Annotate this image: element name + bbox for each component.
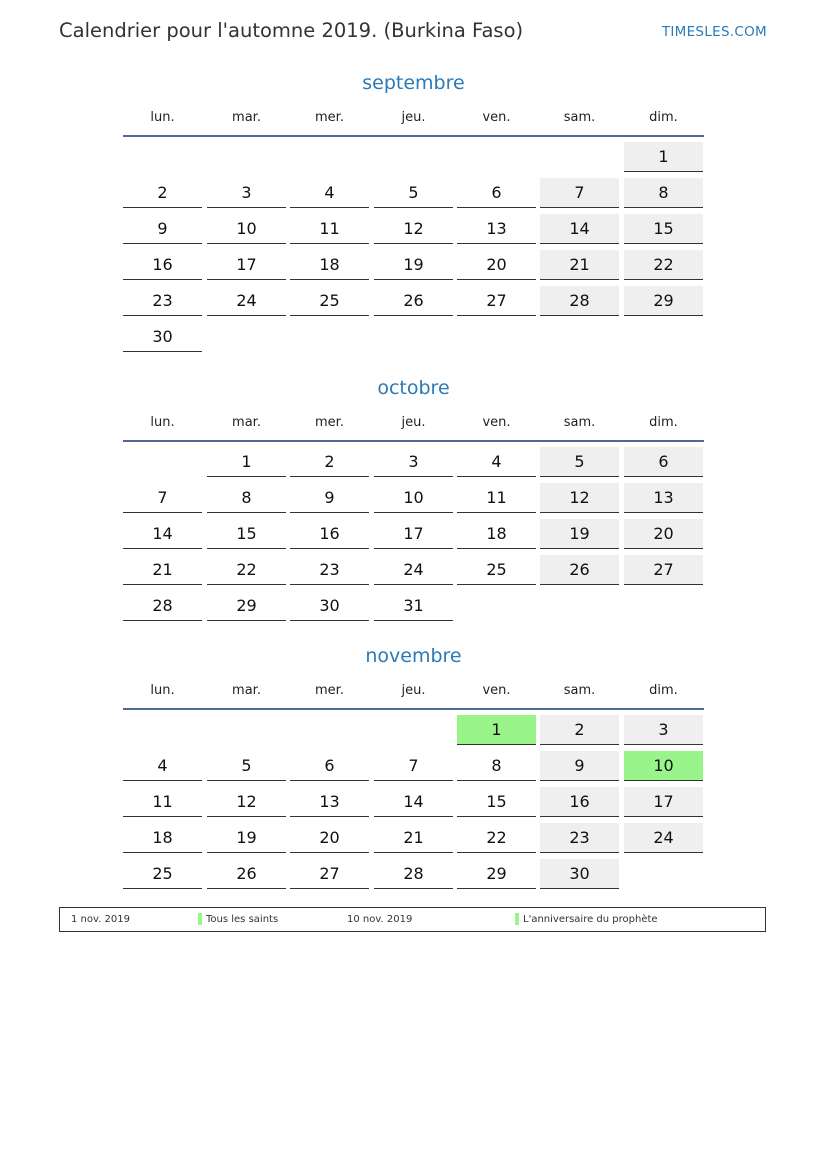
day-cell: 6: [457, 178, 536, 208]
weekday-label: mar.: [232, 683, 261, 698]
day-cell: 23: [123, 286, 202, 316]
day-cell: 21: [540, 250, 619, 280]
day-cell: 22: [624, 250, 703, 280]
weekday-label: ven.: [482, 415, 511, 430]
weekday-label: jeu.: [401, 415, 426, 430]
day-cell: 22: [457, 823, 536, 853]
day-cell: 8: [207, 483, 286, 513]
day-cell: 2: [290, 447, 369, 477]
weekday-label: mer.: [315, 110, 344, 125]
day-cell: 9: [290, 483, 369, 513]
legend-date-1: 1 nov. 2019: [71, 914, 130, 925]
day-cell: 27: [290, 859, 369, 889]
weekday-label: dim.: [649, 110, 678, 125]
day-cell: 20: [624, 519, 703, 549]
day-cell: 17: [374, 519, 453, 549]
day-cell: 14: [374, 787, 453, 817]
weekday-label: lun.: [150, 683, 175, 698]
month-title: octobre: [377, 377, 450, 399]
day-cell: 28: [374, 859, 453, 889]
day-cell: 8: [457, 751, 536, 781]
day-cell: 13: [624, 483, 703, 513]
day-cell: 10: [374, 483, 453, 513]
day-cell: 31: [374, 591, 453, 621]
day-cell: 24: [207, 286, 286, 316]
day-cell: 7: [374, 751, 453, 781]
day-cell: 20: [290, 823, 369, 853]
day-cell: 4: [123, 751, 202, 781]
day-cell: 16: [123, 250, 202, 280]
day-cell: 27: [624, 555, 703, 585]
day-cell: 30: [540, 859, 619, 889]
day-cell: 18: [123, 823, 202, 853]
day-cell: 4: [290, 178, 369, 208]
day-cell: 29: [207, 591, 286, 621]
legend-label-2: L'anniversaire du prophète: [523, 914, 658, 925]
day-cell: 9: [540, 751, 619, 781]
month-title: novembre: [365, 645, 462, 667]
legend-date-2: 10 nov. 2019: [347, 914, 413, 925]
day-cell: 5: [540, 447, 619, 477]
day-cell: 24: [624, 823, 703, 853]
weekday-label: lun.: [150, 415, 175, 430]
day-cell: 25: [457, 555, 536, 585]
day-cell: 3: [624, 715, 703, 745]
day-cell: 2: [540, 715, 619, 745]
legend-label-1: Tous les saints: [206, 914, 279, 925]
day-cell: 30: [290, 591, 369, 621]
weekday-label: mer.: [315, 683, 344, 698]
day-cell: 4: [457, 447, 536, 477]
day-cell: 3: [207, 178, 286, 208]
weekday-label: dim.: [649, 415, 678, 430]
weekday-label: sam.: [563, 415, 596, 430]
day-cell: 19: [374, 250, 453, 280]
brand-link[interactable]: TIMESLES.COM: [661, 24, 767, 40]
day-cell: 29: [457, 859, 536, 889]
day-cell: 15: [457, 787, 536, 817]
day-cell: 15: [624, 214, 703, 244]
day-cell: 26: [540, 555, 619, 585]
weekday-label: lun.: [150, 110, 175, 125]
day-cell: 13: [457, 214, 536, 244]
day-cell: 1: [624, 142, 703, 172]
day-cell: 30: [123, 322, 202, 352]
day-cell: 28: [540, 286, 619, 316]
weekday-label: mar.: [232, 415, 261, 430]
day-cell: 20: [457, 250, 536, 280]
day-cell: 19: [540, 519, 619, 549]
day-cell: 29: [624, 286, 703, 316]
day-cell: 15: [207, 519, 286, 549]
day-cell: 14: [123, 519, 202, 549]
day-cell: 17: [207, 250, 286, 280]
day-cell: 2: [123, 178, 202, 208]
day-cell: 21: [123, 555, 202, 585]
day-cell: 19: [207, 823, 286, 853]
page-title: Calendrier pour l'automne 2019. (Burkina Faso): [59, 19, 524, 42]
day-cell: 13: [290, 787, 369, 817]
day-cell: 23: [540, 823, 619, 853]
day-cell: 14: [540, 214, 619, 244]
day-cell: 23: [290, 555, 369, 585]
day-cell: 16: [540, 787, 619, 817]
day-cell: 12: [374, 214, 453, 244]
day-cell: 12: [540, 483, 619, 513]
legend-color-marker: [198, 913, 202, 925]
day-cell: 7: [123, 483, 202, 513]
day-cell: 10: [624, 751, 703, 781]
day-cell: 3: [374, 447, 453, 477]
day-cell: 17: [624, 787, 703, 817]
day-cell: 25: [123, 859, 202, 889]
day-cell: 24: [374, 555, 453, 585]
header-divider: [123, 135, 704, 137]
header-divider: [123, 708, 704, 710]
day-cell: 28: [123, 591, 202, 621]
day-cell: 10: [207, 214, 286, 244]
day-cell: 21: [374, 823, 453, 853]
day-cell: 1: [207, 447, 286, 477]
month-title: septembre: [362, 72, 465, 94]
day-cell: 7: [540, 178, 619, 208]
weekday-label: jeu.: [401, 683, 426, 698]
legend-color-marker: [515, 913, 519, 925]
day-cell: 25: [290, 286, 369, 316]
day-cell: 5: [374, 178, 453, 208]
day-cell: 6: [624, 447, 703, 477]
weekday-label: jeu.: [401, 110, 426, 125]
weekday-header: [123, 415, 704, 433]
weekday-label: ven.: [482, 683, 511, 698]
day-cell: 18: [457, 519, 536, 549]
weekday-label: ven.: [482, 110, 511, 125]
weekday-label: sam.: [563, 683, 596, 698]
day-cell: 9: [123, 214, 202, 244]
day-cell: 5: [207, 751, 286, 781]
day-cell: 18: [290, 250, 369, 280]
weekday-label: sam.: [563, 110, 596, 125]
weekday-label: dim.: [649, 683, 678, 698]
day-cell: 11: [457, 483, 536, 513]
weekday-label: mer.: [315, 415, 344, 430]
day-cell: 1: [457, 715, 536, 745]
day-cell: 12: [207, 787, 286, 817]
weekday-label: mar.: [232, 110, 261, 125]
weekday-header: [123, 683, 704, 701]
day-cell: 22: [207, 555, 286, 585]
day-cell: 26: [374, 286, 453, 316]
header-divider: [123, 440, 704, 442]
day-cell: 27: [457, 286, 536, 316]
holiday-legend: [59, 907, 766, 932]
day-cell: 16: [290, 519, 369, 549]
day-cell: 11: [123, 787, 202, 817]
day-cell: 6: [290, 751, 369, 781]
day-cell: 8: [624, 178, 703, 208]
day-cell: 11: [290, 214, 369, 244]
day-cell: 26: [207, 859, 286, 889]
weekday-header: [123, 110, 704, 128]
